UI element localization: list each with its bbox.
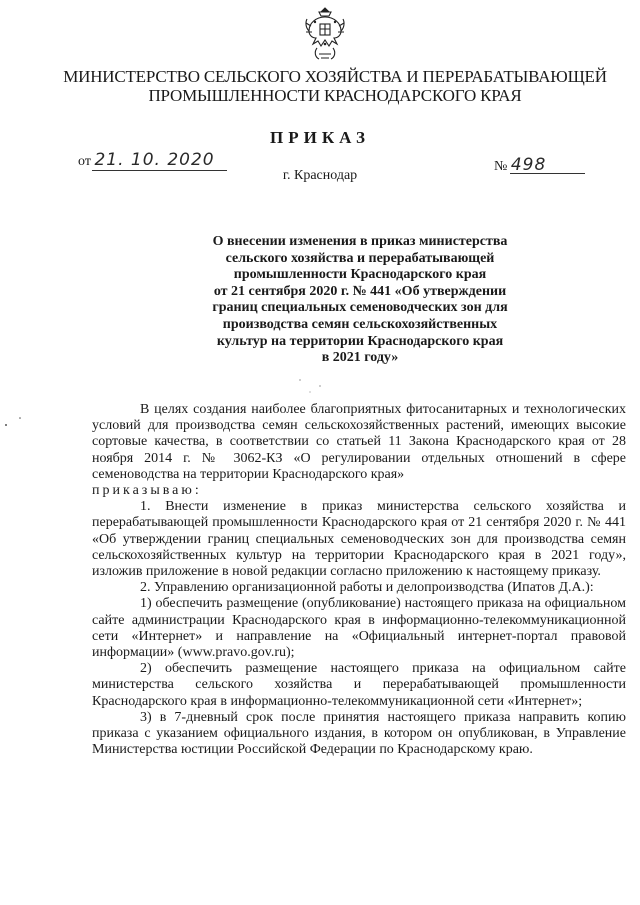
heading-line: производства семян сельскохозяйственных — [222, 316, 498, 332]
order-heading — [185, 234, 535, 367]
paragraph-2: 2. Управлению организационной работы и делопроизводства (Ипатов Д.А.): — [140, 580, 594, 596]
city: г. Краснодар — [282, 168, 358, 183]
paragraph-2-1: 1) обеспечить размещение (опубликование) настоящего приказа на официальном сайте администрации Краснодарского края в информационно-телекоммуникационной сети «Интернет» и направление на «Официальный интернет-портал правовой информации» (www.pravo.gov.ru); — [92, 596, 626, 661]
heading-line: культур на территории Краснодарского края — [216, 333, 504, 349]
coat-of-arms-emblem — [303, 4, 347, 62]
ministry-line-1: МИНИСТЕРСТВО СЕЛЬСКОГО ХОЗЯЙСТВА И ПЕРЕРАБАТЫВАЮЩЕЙ — [63, 67, 607, 86]
orders-word: приказываю: — [92, 483, 202, 499]
ministry-line-2: ПРОМЫШЛЕННОСТИ КРАСНОДАРСКОГО КРАЯ — [148, 86, 522, 105]
heading-line: О внесении изменения в приказ министерства — [212, 234, 508, 249]
heading-line: границ специальных семеноводческих зон для — [212, 300, 508, 316]
order-title: ПРИКАЗ — [270, 128, 370, 147]
paragraph-2-3: 3) в 7-дневный срок после принятия настоящего приказа направить копию приказа с указанием официального издания, в котором он опубликован, в Управление Министерства юстиции Российской Федерации по Краснодарскому краю. — [92, 709, 626, 758]
number-handwritten: 498 — [510, 155, 547, 175]
number-underline — [510, 173, 585, 174]
order-number — [494, 155, 546, 175]
order-body — [92, 402, 626, 758]
date-underline — [92, 170, 227, 171]
heading-line: от 21 сентября 2020 г. № 441 «Об утверждении — [213, 283, 507, 299]
number-prefix: № — [494, 159, 508, 174]
date-handwritten: 21. 10. 2020 — [94, 150, 215, 170]
intro-paragraph: В целях создания наиболее благоприятных фитосанитарных и технологических условий для производства семян сельскохозяйственных растений, имеющих высокие сортовые качества, в соответствии со статьей 11 Закона Краснодарского края от 28 ноября 2014 г. № 3062-КЗ «О регулировании отдельных отношений в сфере семеноводства на территории Краснодарского края» — [92, 402, 626, 482]
heading-line: промышленности Краснодарского края — [233, 267, 487, 283]
heading-line: в 2021 году» — [321, 350, 399, 366]
paragraph-1: 1. Внести изменение в приказ министерства сельского хозяйства и перерабатывающей промышленности Краснодарского края от 21 сентября 2020 г. № 441 «Об утверждении границ специальных семеноводческих зон для производства семян сельскохозяйственных культур на территории Краснодарского края в 2021 году», изложив приложение в новой редакции согласно приложению к настоящему приказу. — [92, 499, 626, 580]
ministry-name — [40, 67, 630, 105]
date-prefix: от — [78, 154, 91, 169]
paragraph-2-2: 2) обеспечить размещение настоящего приказа на официальном сайте министерства сельского хозяйства и перерабатывающей промышленности Краснодарского края в информационно-телекоммуникационной сети «Интернет»; — [92, 661, 626, 709]
order-date — [78, 150, 215, 170]
heading-line: сельского хозяйства и перерабатывающей — [225, 250, 495, 266]
